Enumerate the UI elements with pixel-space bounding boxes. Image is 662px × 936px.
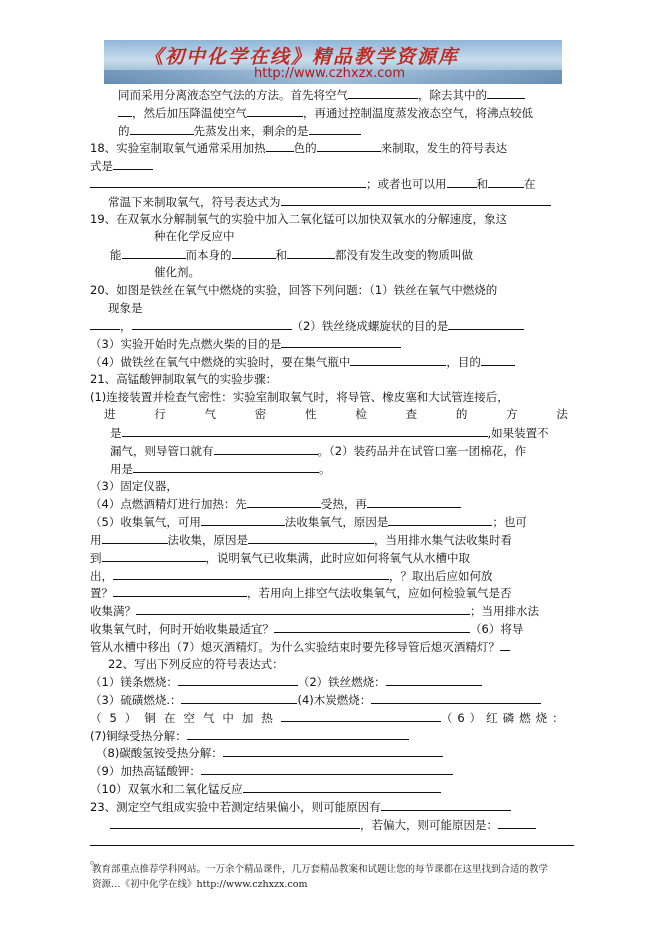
- text-line: 催化剂。: [154, 264, 200, 279]
- text-line: 到 ，说明氧气已收集满，此时应如何将氧气从水槽中取: [90, 550, 470, 565]
- text-line: 是 ,如果装置不: [110, 426, 549, 441]
- text-line: 的 先蒸发出来，剩余的是: [90, 122, 578, 140]
- header-banner: [104, 40, 562, 84]
- text-line: 置？ ，若用向上排空气法收集氧气，应如何检验氧气是否: [90, 586, 512, 601]
- text-line: （3）实验开始时先点燃火柴的目的是: [90, 335, 578, 353]
- text-line: 进 行 气 密 性 检 查 的 方 法: [104, 407, 568, 422]
- text-line: （4）点燃酒精灯进行加热：先 受热，再: [90, 495, 578, 513]
- text-line: 漏气，则导管口就有 。（2）装药品并在试管口塞一团棉花，作: [110, 443, 527, 458]
- text-line: 式是: [90, 157, 578, 175]
- text-line: 用是 。: [110, 461, 331, 476]
- text-line: (1)连接装置并检查气密性：实验室制取氧气时，将导管、橡皮塞和大试管连接后，: [90, 389, 509, 404]
- worksheet-content: [90, 86, 578, 869]
- banner-title: 《初中化学在线》精品教学资源库: [144, 46, 460, 68]
- text-line: （5）收集氧气，可用 法收集氧气，原因是 ；也可: [90, 515, 527, 530]
- banner-url[interactable]: http://www.czhxzx.com: [254, 66, 405, 81]
- text-line: （3）固定仪器，: [90, 478, 178, 493]
- text-line: 用 法收集，原因是 ，当用排水集气法收集时看: [90, 532, 512, 547]
- footer-line: 资源…《初中化学在线》http://www.czhxzx.com: [92, 879, 308, 890]
- text-line: 同而采用分离液态空气法的方法。首先将空气 ，除去其中的: [90, 86, 578, 104]
- text-line: （8)碳酸氢铵受热分解：: [90, 744, 578, 762]
- page-footer: [92, 862, 592, 892]
- text-line: ，若偏大，则可能原因是：: [90, 816, 578, 834]
- text-line: 管从水槽中移出（7）熄灭酒精灯。为什么实验结束时要先移导管后熄灭酒精灯？: [90, 638, 578, 656]
- text-line: 能 而本身的 和 都没有发生改变的物质叫做: [110, 248, 473, 263]
- text-line: （10）双氧水和二氧化锰反应: [90, 780, 578, 798]
- text-line: （4）做铁丝在氧气中燃烧的实验时，要在集气瓶中 ，目的: [90, 353, 578, 371]
- text-line: 。: [90, 852, 102, 867]
- text-line: （5）铜在空气中加热 （6）红磷燃烧：: [90, 710, 569, 725]
- question-22: 22、写出下列反应的符号表达式：: [108, 656, 284, 671]
- text-line: 种在化学反应中: [154, 229, 235, 244]
- text-line: (7)铜绿受热分解：: [90, 727, 578, 745]
- text-line: （9）加热高锰酸钾：: [90, 762, 578, 780]
- question-20: 20、如图是铁丝在氧气中燃烧的实验，回答下列问题：（1）铁丝在氧气中燃烧的: [90, 282, 498, 297]
- text-line: （1）镁条燃烧： （2）铁丝燃烧：: [90, 673, 578, 691]
- text-line: ，然后加压降温使空气 ，再通过控制温度蒸发液态空气，将沸点较低: [90, 104, 578, 122]
- question-18: 18、实验室制取氧气通常采用加热 色的 来制取，发生的符号表达: [90, 141, 508, 156]
- text-line: 现象是: [108, 300, 143, 315]
- text-line: 收集氧气时，何时开始收集最适宜？ （6）将导: [90, 621, 524, 636]
- text-line: [90, 833, 578, 851]
- question-23: 23、测定空气组成实验中若测定结果偏小，则可能原因有: [90, 798, 578, 816]
- question-19: 19、在双氧水分解制氧气的实验中加入二氧化锰可以加快双氧水的分解速度，象这: [90, 211, 508, 226]
- text-line: ， （2）铁丝绕成螺旋状的目的是: [90, 317, 578, 335]
- text-line: 出， ，？取出后应如何放: [90, 568, 493, 583]
- text-line: ；或者也可以用 和 在: [90, 175, 578, 193]
- text-line: （3）硫磺燃烧.： (4)木炭燃烧：: [90, 691, 578, 709]
- text-line: 常温下来制取氧气，符号表达式为: [90, 193, 578, 211]
- text-line: 收集满？ ；当用排水法: [90, 604, 539, 619]
- footer-line: 教育部重点推荐学科网站。一万余个精品课件，几万套精品教案和试题让您的每节课都在这里找到合适的教学: [92, 864, 549, 875]
- question-21: 21、高锰酸钾制取氧气的实验步骤：: [90, 371, 278, 386]
